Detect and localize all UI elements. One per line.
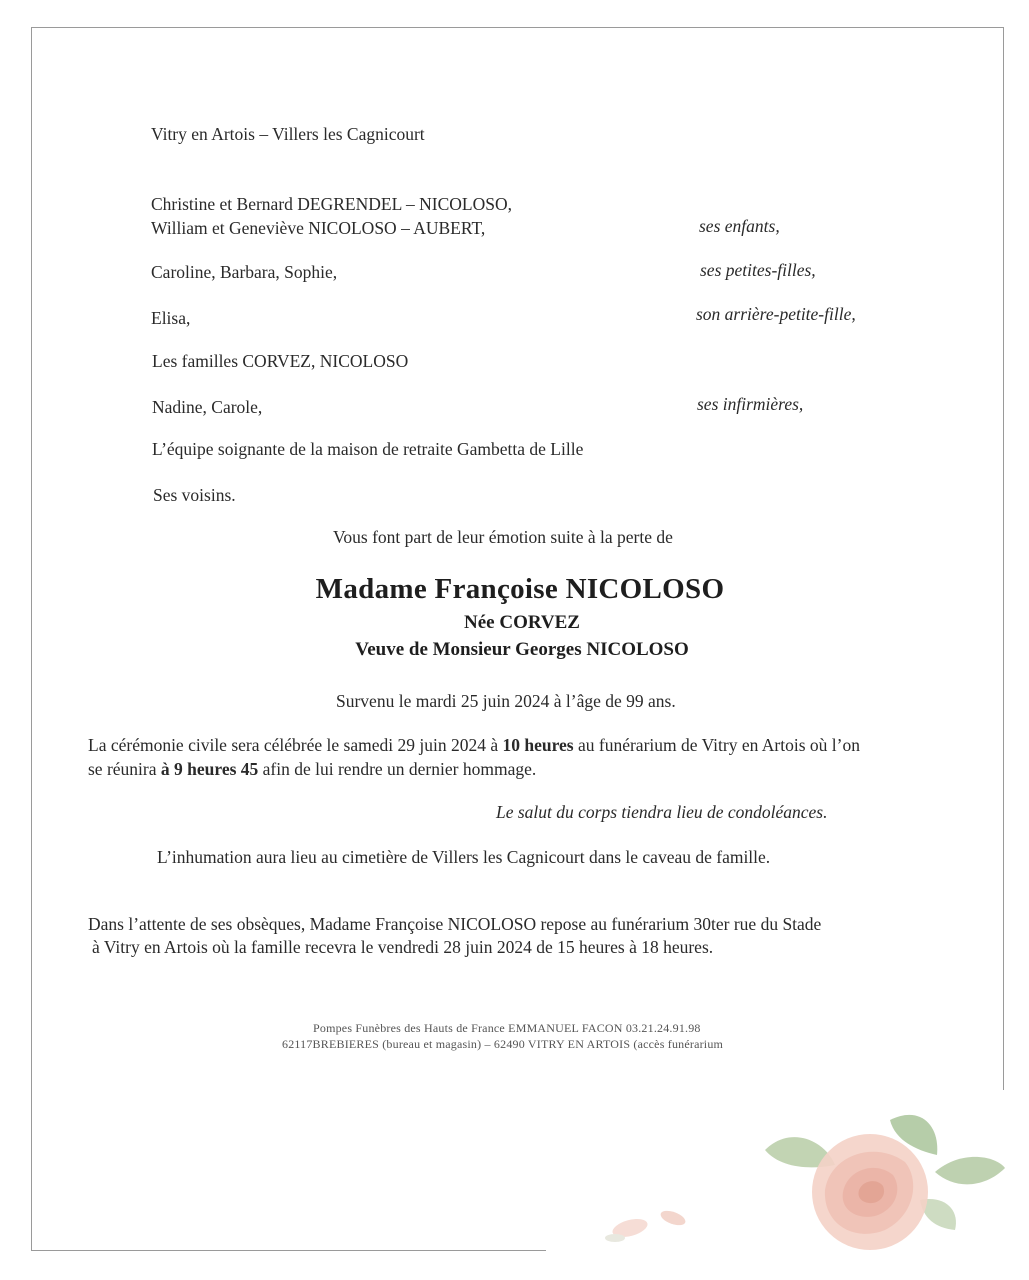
great-granddaughter-role: son arrière-petite-fille,	[696, 304, 856, 324]
funeral-home-footer-2: 62117BREBIERES (bureau et magasin) – 62490 VITRY EN ARTOIS (accès funérarium	[282, 1037, 724, 1051]
children-line-1: Christine et Bernard DEGRENDEL – NICOLOSO,	[151, 194, 512, 214]
nurses-names: Nadine, Carole,	[152, 397, 263, 417]
petal-shape	[659, 1208, 688, 1228]
page-frame-top	[31, 27, 1003, 28]
families-line: Les familles CORVEZ, NICOLOSO	[152, 351, 409, 371]
rest-line-1: Dans l’attente de ses obsèques, Madame Françoise NICOLOSO repose au funérarium 30ter rue du Stade	[88, 914, 822, 934]
funeral-home-footer-1: Pompes Funèbres des Hauts de France EMMANUEL FACON 03.21.24.91.98	[313, 1021, 701, 1035]
care-team-line: L’équipe soignante de la maison de retraite Gambetta de Lille	[152, 439, 584, 459]
leaf-shape	[935, 1157, 1005, 1184]
announcement-line: Vous font part de leur émotion suite à la perte de	[333, 527, 673, 547]
granddaughters-role: ses petites-filles,	[700, 260, 816, 280]
page-frame-right	[1003, 27, 1004, 1090]
death-notice: Survenu le mardi 25 juin 2024 à l’âge de 99 ans.	[336, 691, 676, 711]
children-role: ses enfants,	[699, 216, 780, 236]
deceased-name: Madame Françoise NICOLOSO	[315, 573, 725, 605]
ceremony-text-3: se réunira	[88, 759, 161, 779]
ceremony-line-1	[88, 735, 860, 756]
ceremony-text-2: au funérarium de Vitry en Artois où l’on	[573, 735, 860, 755]
ceremony-text-4: afin de lui rendre un dernier hommage.	[258, 759, 537, 779]
rest-line-2: à Vitry en Artois où la famille recevra le vendredi 28 juin 2024 de 15 heures à 18 heures.	[92, 937, 714, 957]
deceased-maiden-name: Née CORVEZ	[464, 612, 580, 633]
rose-decoration-image	[575, 1100, 1015, 1270]
ceremony-line-2	[88, 759, 536, 780]
neighbours-line: Ses voisins.	[153, 485, 236, 505]
ceremony-text-1: La cérémonie civile sera célébrée le samedi 29 juin 2024 à	[88, 735, 503, 755]
burial-line: L’inhumation aura lieu au cimetière de Villers les Cagnicourt dans le caveau de famille.	[157, 847, 771, 867]
ceremony-time-2: à 9 heures 45	[160, 759, 259, 779]
granddaughters-names: Caroline, Barbara, Sophie,	[151, 262, 338, 282]
nurses-role: ses infirmières,	[697, 394, 804, 414]
petal-shape	[605, 1234, 625, 1242]
condolences-line: Le salut du corps tiendra lieu de condoléances.	[496, 802, 828, 822]
children-line-2: William et Geneviève NICOLOSO – AUBERT,	[151, 218, 486, 238]
location-header: Vitry en Artois – Villers les Cagnicourt	[151, 124, 425, 144]
ceremony-time-1: 10 heures	[502, 735, 574, 755]
deceased-widow-line: Veuve de Monsieur Georges NICOLOSO	[355, 639, 689, 660]
page-frame-bottom	[31, 1250, 546, 1251]
great-granddaughter-name: Elisa,	[151, 308, 191, 328]
